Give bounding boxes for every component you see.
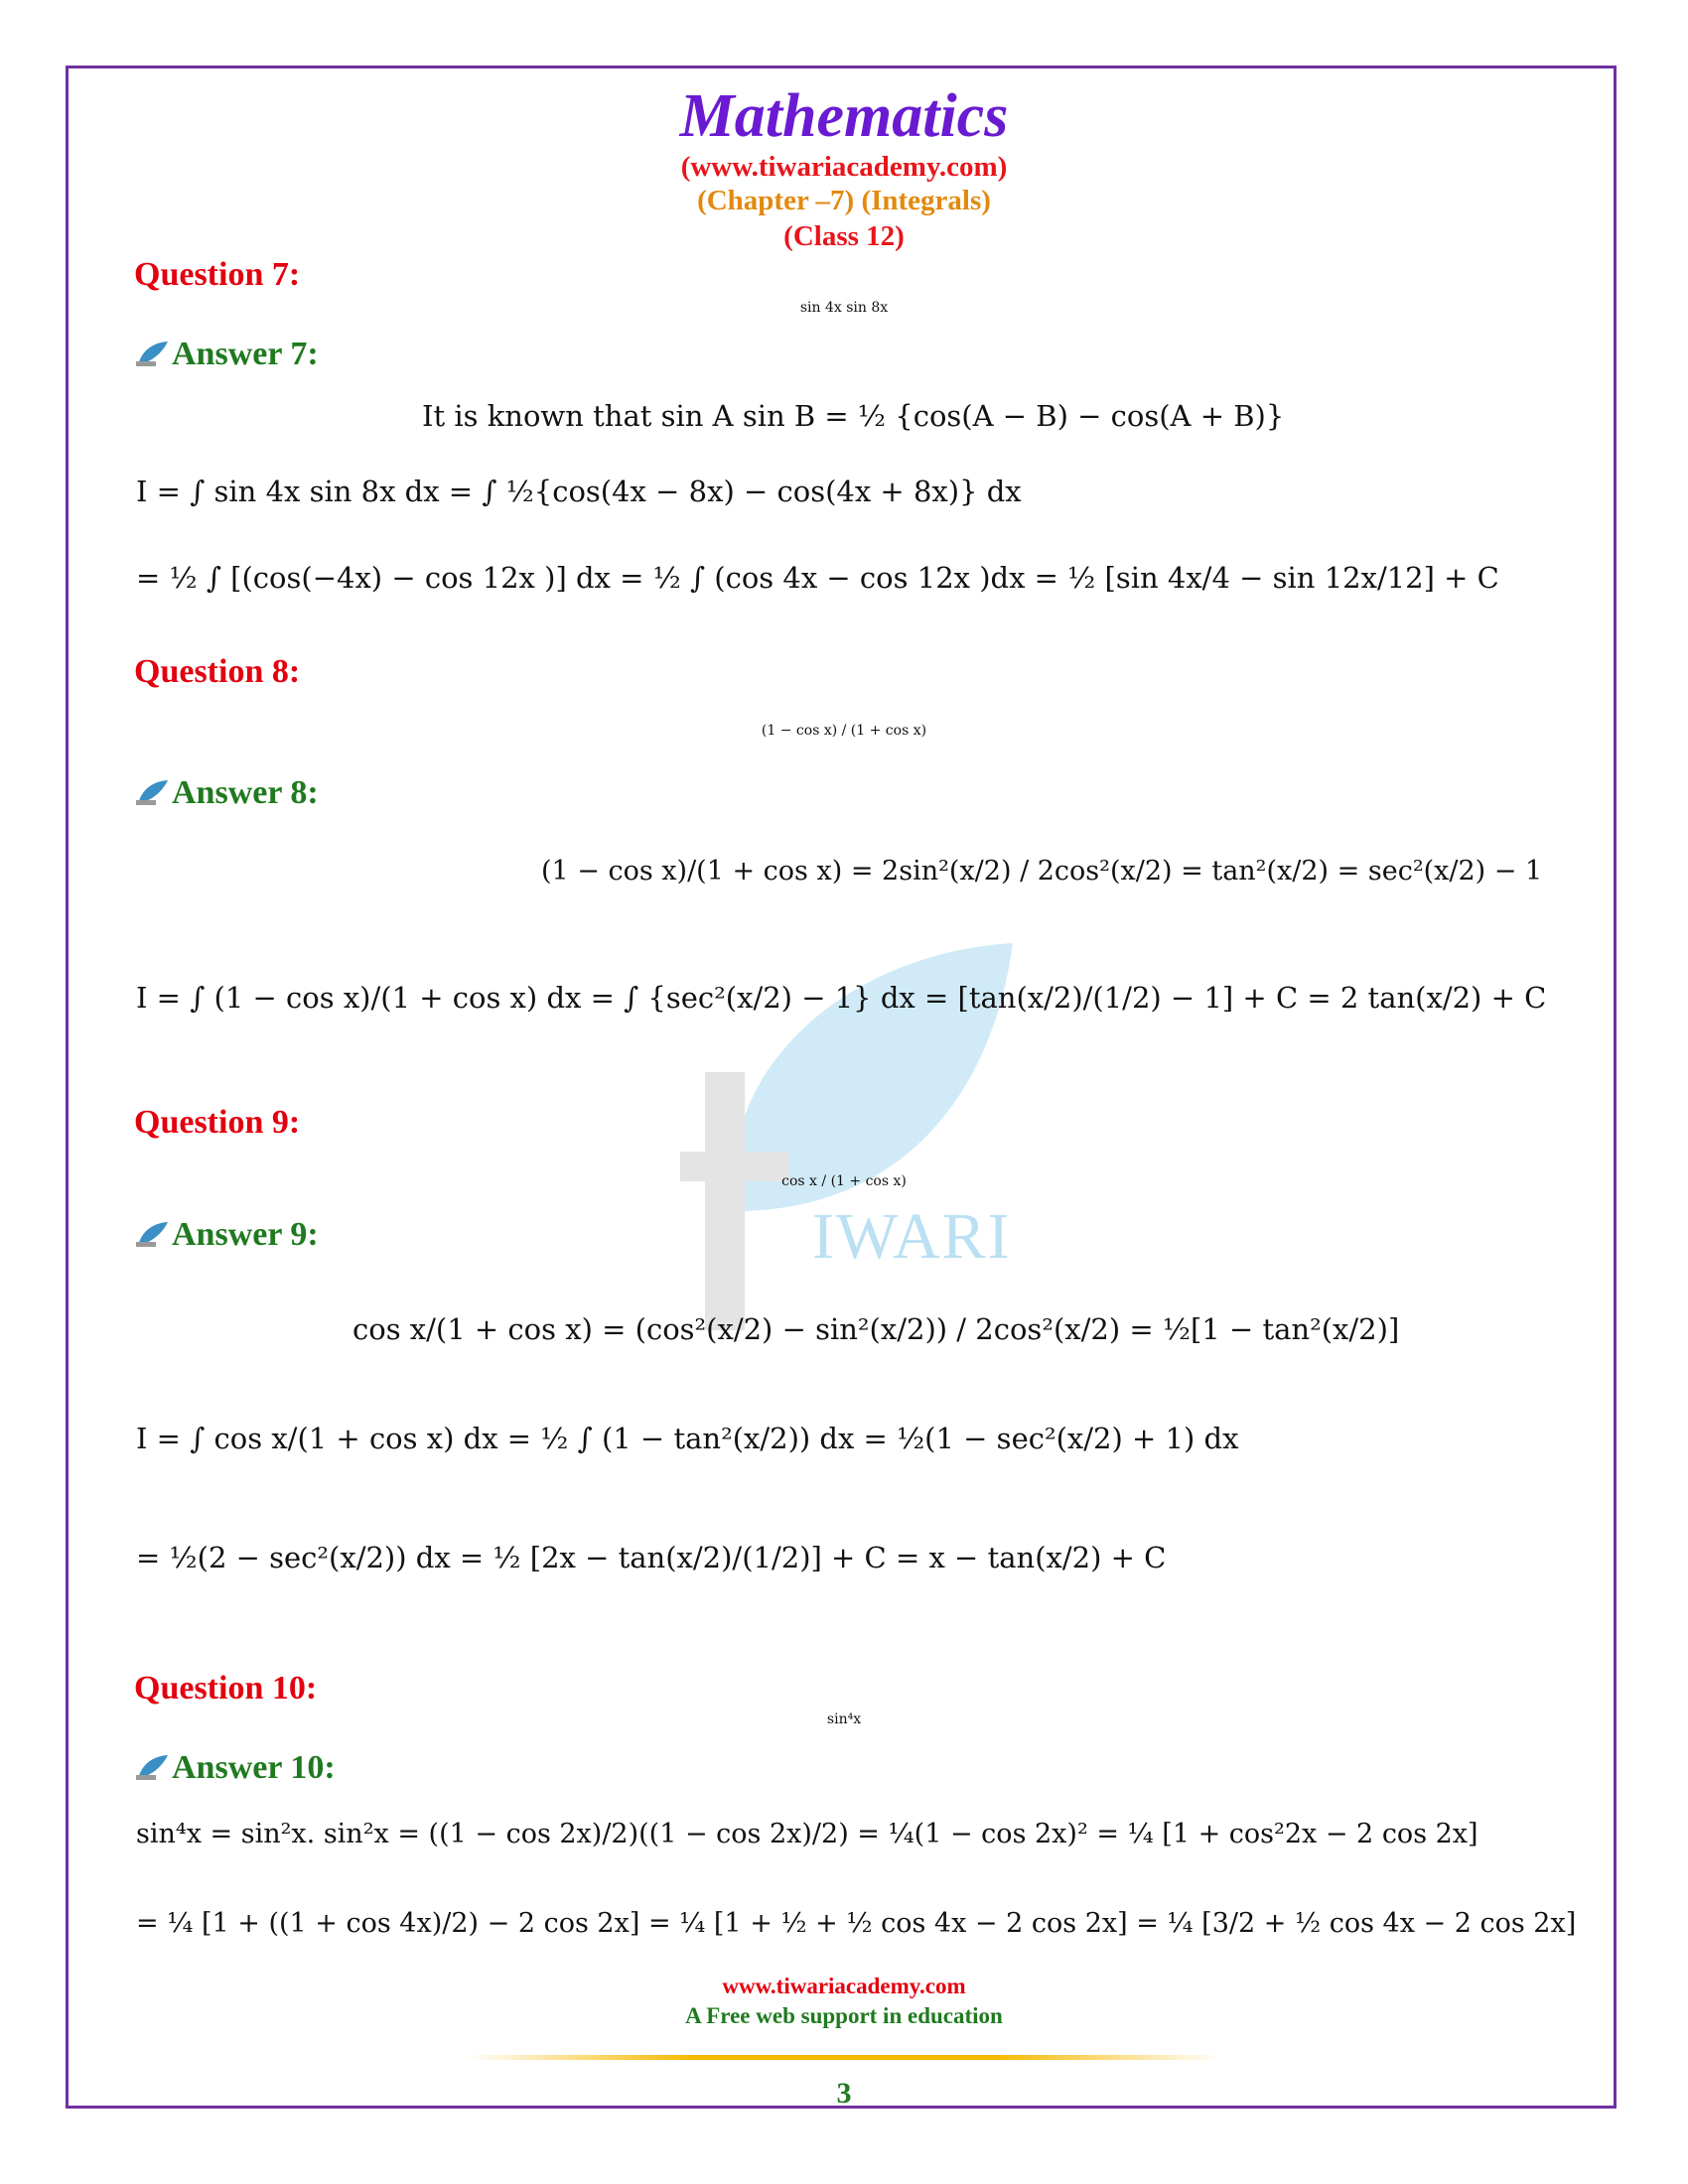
question-8-heading: Question 8: <box>134 653 301 690</box>
footer-divider <box>467 2055 1221 2060</box>
answer-8-line-1: (1 − cos x)/(1 + cos x) = 2sin²(x/2) / 2cos²(x/2) = tan²(x/2) = sec²(x/2) − 1 <box>541 856 1543 887</box>
watermark-text: IWARI <box>812 1200 1012 1273</box>
question-9-expression: cos x / (1 + cos x) <box>781 1173 907 1189</box>
question-7-heading: Question 7: <box>134 256 301 293</box>
header-site-link[interactable]: (www.tiwariacademy.com) <box>680 151 1008 183</box>
answer-8-label: Answer 8: <box>172 774 319 811</box>
tiwari-quill-icon <box>134 1220 170 1250</box>
answer-10-heading <box>134 1749 336 1787</box>
page-number: 3 <box>836 2077 852 2110</box>
answer-9-line-1: cos x/(1 + cos x) = (cos²(x/2) − sin²(x/2)) / 2cos²(x/2) = ½[1 − tan²(x/2)] <box>352 1312 1400 1346</box>
answer-7-line-2: I = ∫ sin 4x sin 8x dx = ∫ ½{cos(4x − 8x) − cos(4x + 8x)} dx <box>136 475 1022 508</box>
answer-10-line-2: = ¼ [1 + ((1 + cos 4x)/2) − 2 cos 2x] = ¼ [1 + ½ + ½ cos 4x − 2 cos 2x] = ¼ [3/2 + ½ cos 4x − 2 cos 2x] <box>136 1908 1577 1939</box>
question-8-expression: (1 − cos x) / (1 + cos x) <box>761 723 927 739</box>
tiwari-quill-icon <box>134 1753 170 1783</box>
answer-7-heading <box>134 336 319 373</box>
answer-10-line-1: sin⁴x = sin²x. sin²x = ((1 − cos 2x)/2)((1 − cos 2x)/2) = ¼(1 − cos 2x)² = ¼ [1 + cos²2x − 2 cos 2x] <box>136 1819 1478 1849</box>
question-7-expression: sin 4x sin 8x <box>799 300 889 316</box>
answer-9-label: Answer 9: <box>172 1216 319 1253</box>
class-label: (Class 12) <box>783 220 905 252</box>
question-9-heading: Question 9: <box>134 1104 301 1141</box>
footer-tagline: A Free web support in education <box>685 2003 1003 2028</box>
chapter-label: (Chapter –7) (Integrals) <box>697 185 991 216</box>
page-title: Mathematics <box>679 82 1009 150</box>
watermark-leaf-logo <box>675 913 1033 1350</box>
footer-site-link[interactable]: www.tiwariacademy.com <box>722 1974 966 1998</box>
answer-7-line-1: It is known that sin A sin B = ½ {cos(A − B) − cos(A + B)} <box>422 399 1285 433</box>
question-10-expression: sin⁴x <box>826 1711 862 1727</box>
answer-7-line-3: = ½ ∫ [(cos(−4x) − cos 12x )] dx = ½ ∫ (cos 4x − cos 12x )dx = ½ [sin 4x/4 − sin 12x/12] + C <box>136 561 1499 595</box>
question-10-heading: Question 10: <box>134 1670 318 1706</box>
tiwari-quill-icon <box>134 340 170 369</box>
answer-7-label: Answer 7: <box>172 336 319 372</box>
answer-8-line-2: I = ∫ (1 − cos x)/(1 + cos x) dx = ∫ {sec²(x/2) − 1} dx = [tan(x/2)/(1/2) − 1] + C = 2 tan(x/2) + C <box>136 981 1547 1015</box>
answer-9-heading <box>134 1216 319 1254</box>
tiwari-quill-icon <box>134 778 170 808</box>
answer-10-label: Answer 10: <box>172 1749 336 1786</box>
answer-8-heading <box>134 774 319 812</box>
watermark-t-stem <box>705 1072 745 1330</box>
answer-9-line-3: = ½(2 − sec²(x/2)) dx = ½ [2x − tan(x/2)/(1/2)] + C = x − tan(x/2) + C <box>136 1541 1167 1574</box>
answer-9-line-2: I = ∫ cos x/(1 + cos x) dx = ½ ∫ (1 − tan²(x/2)) dx = ½(1 − sec²(x/2) + 1) dx <box>136 1422 1239 1455</box>
